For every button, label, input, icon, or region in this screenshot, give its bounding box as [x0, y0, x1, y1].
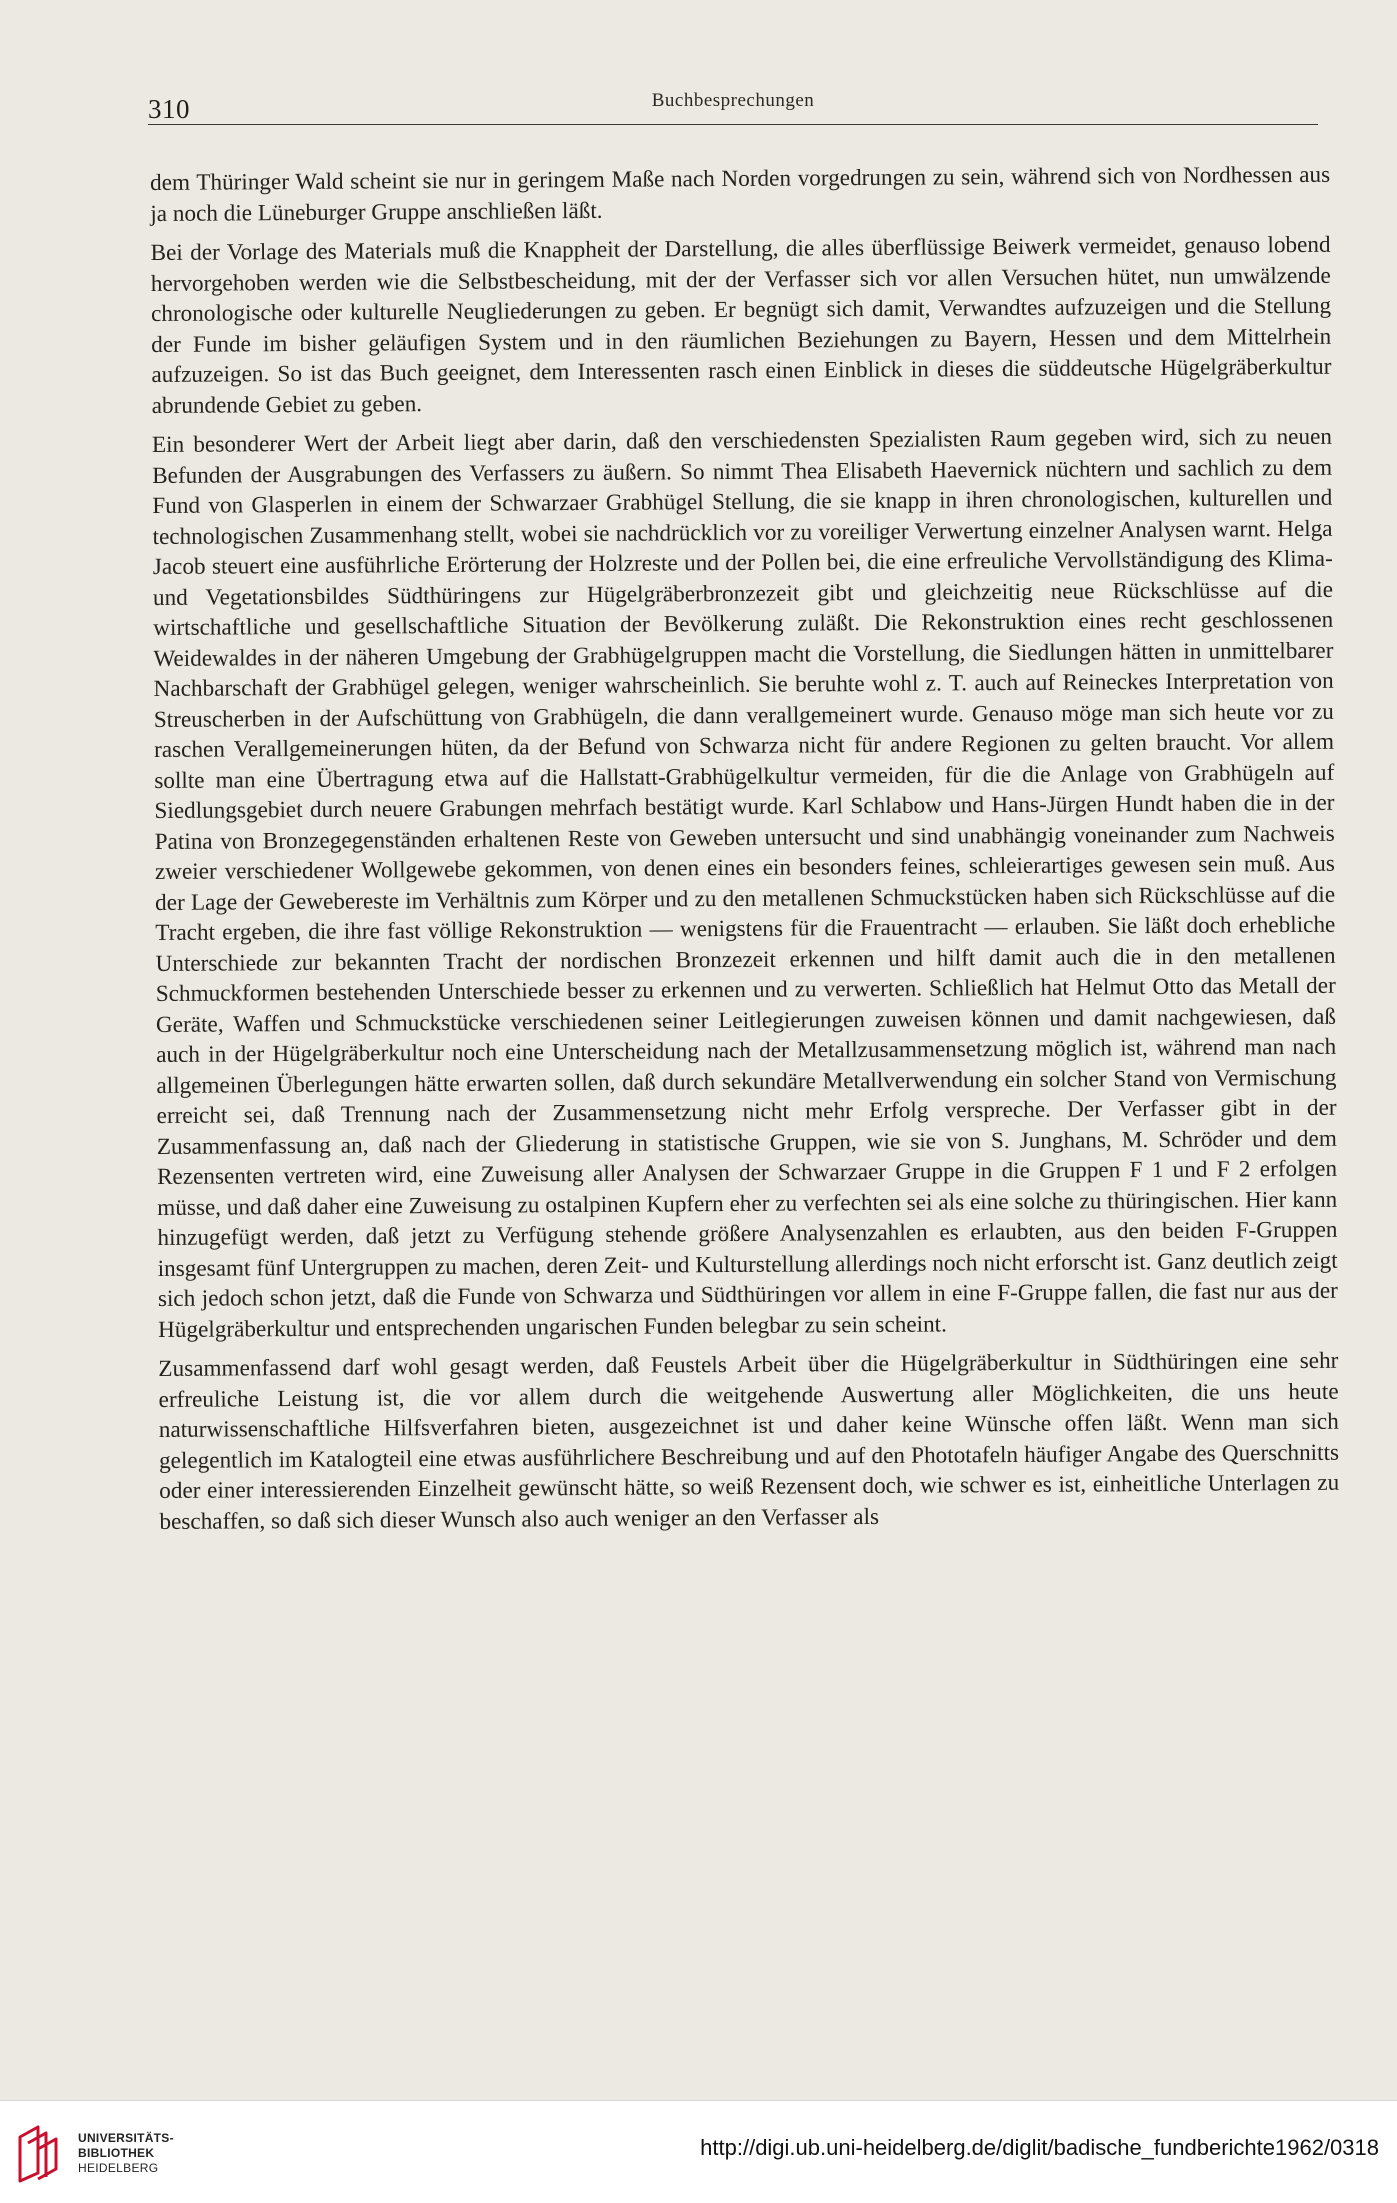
paragraph: dem Thüringer Wald scheint sie nur in geringem Maße nach Norden vorgedrungen zu sein, während sich von Nordhessen aus ja noch die Lüneburger Gruppe anschließen läßt.: [150, 161, 1331, 227]
library-logo[interactable]: [12, 2123, 172, 2183]
paragraph: Ein besonderer Wert der Arbeit liegt aber darin, daß den verschiedensten Spezialisten Raum gegeben wird, sich zu neuen Befunden der Ausgrabungen des Verfassers zu äußern. So nimmt Thea Elisabeth Haevernick nüchtern und sachlich zu dem Fund von Glasperlen in einem der Schwarzaer Grabhügel Stellung, die sie knapp in ihren chronologischen, kulturellen und technologischen Zusammenhang stellt, wobei sie nachdrücklich vor zu voreiliger Verwertung einzelner Analysen warnt. Helga Jacob steuert eine ausführliche Erörterung der Holzreste und der Pollen bei, die eine erfreuliche Vervollständigung des Klima- und Vegetationsbildes Südthüringens zur Hügelgräberbronzezeit gibt und gleichzeitig neue Rückschlüsse auf die wirtschaftliche und gesellschaftliche Situation der Bevölkerung zuläßt. Die Rekonstruktion eines recht geschlossenen Weidewaldes in der näheren Umgebung der Grabhügelgruppen macht die Vorstellung, die Siedlungen hätten in unmittelbarer Nachbarschaft der Grabhügel gelegen, weniger wahrscheinlich. Sie beruhte wohl z. T. auch auf Reineckes Interpretation von Streuscherben in der Aufschüttung von Grabhügeln, die dann verallgemeinert wurde. Genauso möge man sich heute vor zu raschen Verallgemeinerungen hüten, da der Befund von Schwarza nicht für andere Regionen zu gelten braucht. Vor allem sollte man eine Übertragung etwa auf die Hallstatt-Grabhügelkultur vermeiden, für die die Anlage von Grabhügeln auf Siedlungsgebiet durch neuere Grabungen mehrfach bestätigt wurde. Karl Schlabow und Hans-Jürgen Hundt haben die in der Patina von Bronzegegenständen erhaltenen Reste von Geweben untersucht und sind unabhängig voneinander zum Nachweis zweier verschiedener Wollgewebe gekommen, von denen eines ein besonders feines, schleierartiges gewesen sein muß. Aus der Lage der Gewebereste im Verhältnis zum Körper und zu den metallenen Schmuckstücken haben sich Rückschlüsse auf die Tracht ergeben, die ihre fast völlige Rekonstruktion — wenigstens für die Frauentracht — erlauben. Sie läßt doch erhebliche Unterschiede zur bekannten Tracht der nordischen Bronzezeit erkennen und hilft damit auch die in den metallenen Schmuckformen bestehenden Unterschiede besser zu erkennen und zu verwerten. Schließlich hat Helmut Otto das Metall der Geräte, Waffen und Schmuckstücke verschiedenen seiner Leitlegierungen zuweisen können und damit nachgewiesen, daß auch in der Hügelgräberkultur noch eine Unterscheidung nach der Metallzusammensetzung möglich ist, während man nach allgemeinen Überlegungen hätte erwarten sollen, daß durch sekundäre Metallverwendung ein solcher Stand von Vermischung erreicht sei, daß Trennung nach der Zusammensetzung nicht mehr Erfolg verspreche. Der Verfasser gibt in der Zusammenfassung an, daß nach der Gliederung in statistische Gruppen, wie sie von S. Junghans, M. Schröder und dem Rezensenten vertreten wird, eine Zuweisung aller Analysen der Schwarzaer Gruppe in die Gruppen F 1 und F 2 erfolgen müsse, und daß daher eine Zuweisung zu ostalpinen Kupfern eher zu verfechten sei als eine solche zu thüringischen. Hier kann hinzugefügt werden, daß jetzt zu Verfügung stehende größere Analysenzahlen es erlaubten, aus den beiden F-Gruppen insgesamt fünf Untergruppen zu machen, deren Zeit- und Kulturstellung allerdings noch nicht erforscht ist. Ganz deutlich zeigt sich jedoch schon jetzt, daß die Funde von Schwarza und Südthüringen vor allem in eine F-Gruppe fallen, die fast nur aus der Hügelgräberkultur und entsprechenden ungarischen Funden belegbar zu sein scheint.: [151, 423, 1338, 1343]
running-head: [148, 88, 1318, 124]
paragraph: Bei der Vorlage des Materials muß die Knappheit der Darstellung, die alles überflüssige Beiwerk vermeidet, genauso lobend hervorgehoben werden wie die Selbstbescheidung, mit der der Verfasser sich vor allen Versuchen hütet, nun umwälzende chronologische oder kulturelle Neugliederungen zu geben. Er begnügt sich damit, Verwandtes aufzuzeigen und die Stellung der Funde im bisher geläufigen System und in den räumlichen Beziehungen zu Bayern, Hessen und dem Mittelrhein aufzuzeigen. So ist das Buch geeignet, dem Interessenten rasch einen Einblick in dieses die süddeutsche Hügelgräberkultur abrundende Gebiet zu geben.: [150, 231, 1332, 419]
logo-line: HEIDELBERG: [78, 2161, 159, 2175]
running-title: Buchbesprechungen: [651, 90, 815, 111]
paragraph: Zusammenfassend darf wohl gesagt werden, daß Feustels Arbeit über die Hügelgräberkultur in Südthüringen eine sehr erfreuliche Leistung ist, die vor allem durch die weitgehende Auswertung aller Möglichkeiten, die uns heute naturwissenschaftliche Hilfsverfahren bieten, ausgezeichnet ist und daher keine Wünsche offen läßt. Wenn man sich gelegentlich im Katalogteil eine etwas ausführlichere Beschreibung und auf den Phototafeln häufiger Angabe des Querschnitts oder einer interessierenden Einzelheit gewünscht hätte, so weiß Rezensent doch, wie schwer es ist, einheitliche Unterlagen zu beschaffen, so daß sich dieser Wunsch also auch weniger an den Verfasser als: [158, 1347, 1340, 1535]
permalink[interactable]: http://digi.ub.uni-heidelberg.de/diglit/badische_fundberichte1962/0318: [700, 2135, 1379, 2160]
page-number: 310: [148, 94, 190, 124]
logo-line: UNIVERSITÄTS-: [78, 2131, 174, 2145]
logo-line: BIBLIOTHEK: [78, 2146, 155, 2160]
header-rule: [148, 124, 1318, 125]
viewer-footer: [0, 2100, 1397, 2203]
library-logo-text: [78, 2131, 174, 2176]
library-logo-icon: [16, 2123, 62, 2183]
article-body: [150, 160, 1340, 1546]
